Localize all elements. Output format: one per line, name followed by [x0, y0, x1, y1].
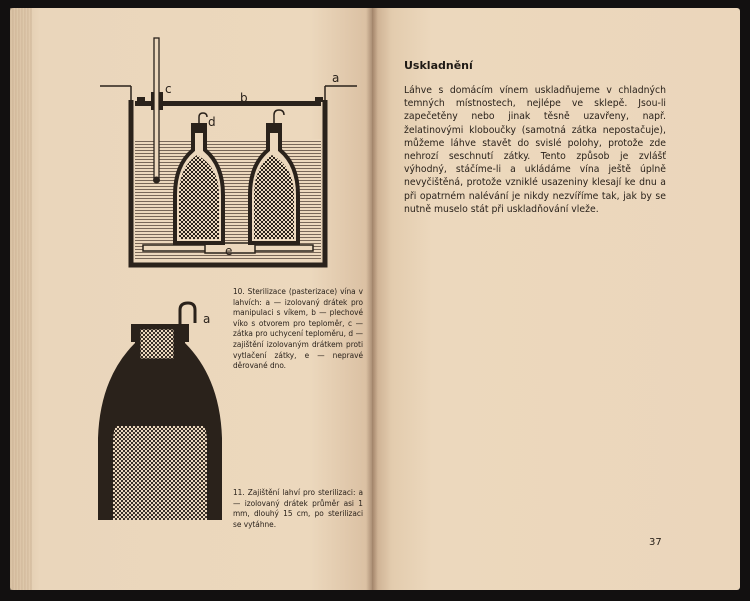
book-gutter [366, 8, 378, 590]
figure-11-caption: 11. Zajištění lahví pro sterilizaci: a — izolovaný drátek průměr asi 1 mm, dlouhý 15 cm, po sterilizaci se vytáhne. [233, 487, 363, 529]
label-a: a [332, 71, 340, 85]
figure-10-sterilization-pot [95, 35, 365, 275]
page-edges [10, 8, 32, 590]
thermometer [154, 38, 159, 178]
label-a-fig11: a [203, 312, 211, 326]
label-b: b [240, 91, 248, 105]
label-c: c [165, 82, 172, 96]
body-paragraph: Láhve s domácím vínem uskladňujeme v chladných temných místnostech, nejlépe ve sklepě. Jsou-li zapečetěny nebo jinak těsně uzavřeny, např. želatinovými kloboučky (samotná zátka nepostačuje), můžeme láhve stavět do svislé polohy, protože zde nehrozí seschnutí zátky. Tento způsob je zvlášť výhodný, stáčíme-li a ukládáme vína ještě úplně nevyčištěná, protože vzniklé usazeniny klesají ke dnu a při opatrném nalévání je nikdy nezvíříme tak, jak by se nutně muselo stát při uskladňování vleže. [404, 85, 666, 215]
figure-11-secured-bottle [95, 298, 230, 523]
section-heading: Uskladnění [404, 59, 473, 72]
figure-10-caption: 10. Sterilizace (pasterizace) vína v lahvích: a — izolovaný drátek pro manipulaci s víkem, b — plechové víko s otvorem pro teploměr, c — zátka pro uchycení teploměru, d — zajištění izolovaným drátkem proti vytlačení zátky, e — nepravé děrované dno. [233, 286, 363, 371]
stopper [139, 328, 175, 360]
label-d: d [208, 115, 216, 129]
label-e: e [225, 244, 233, 258]
page-number: 37 [649, 537, 662, 548]
